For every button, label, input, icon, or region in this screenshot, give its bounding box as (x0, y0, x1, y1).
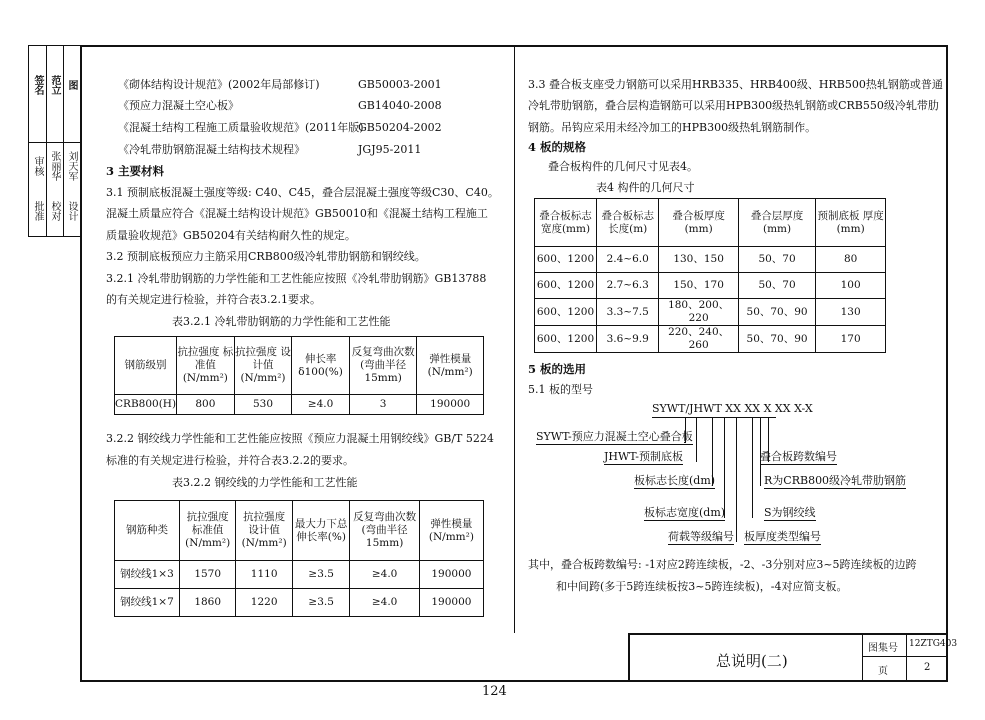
t1-head-3: 伸长率 δ100(%) (292, 337, 350, 395)
t2-head-0: 钢筋种类 (115, 501, 180, 561)
t4-cell: 130、150 (659, 247, 738, 273)
para-3-2-1b: 的有关规定进行检验，并符合表3.2.1要求。 (106, 293, 321, 306)
t4-cell: 50、70 (738, 247, 815, 273)
sidebar-col-1 (29, 46, 47, 236)
t2-head-4: 反复弯曲次数 (弯曲半径 15mm) (350, 501, 419, 561)
t2-cell: 1220 (236, 589, 292, 617)
t4-head-4: 预制底板 厚度(mm) (816, 199, 886, 247)
signature-strip (28, 45, 80, 237)
sidebar-role-approve: 批准 (32, 201, 43, 221)
sidebar-sig-2: 范立 (49, 75, 60, 95)
t4-head-1: 叠合板标志 长度(m) (597, 199, 659, 247)
sidebar-sig-3: 图 (66, 80, 77, 90)
para-3-3a: 3.3 叠合板支座受力钢筋可以采用HRB335、HRB400级、HRB500热轧钢筋或普通 (528, 78, 943, 91)
note-a: 其中，叠合板跨数编号: -1对应2跨连续板，-2、-3分别对应3~5跨连续板的边跨 (528, 558, 917, 571)
t2-cell: 190000 (419, 561, 483, 589)
t1-head-4: 反复弯曲次数 (弯曲半径 15mm) (349, 337, 417, 395)
t4-cell: 2.4~6.0 (597, 247, 659, 273)
title-block (628, 633, 958, 682)
sidebar-name-2: 刘天军 (66, 151, 77, 181)
page-label: 页 (878, 666, 888, 677)
para-3-3c: 钢筋。吊钩应采用未经冷加工的HPB300级热轧钢筋制作。 (528, 121, 817, 134)
para-3-1a: 3.1 预制底板混凝土强度等级: C40、C45，叠合层混凝土强度等级C30、C40。 (106, 186, 499, 199)
t4-cell: 150、170 (659, 273, 738, 299)
t2-head-2: 抗拉强度 设计值 (N/mm²) (236, 501, 292, 561)
t4-head-0: 叠合板标志 宽度(mm) (535, 199, 597, 247)
label-thickness: 板厚度类型编号 (744, 530, 821, 543)
t4-cell: 50、70、90 (738, 326, 815, 353)
t2-cell: ≥3.5 (292, 589, 349, 617)
t4-cell: 130 (816, 299, 886, 326)
t2-cell: ≥4.0 (350, 561, 419, 589)
note-b: 和中间跨(多于5跨连续板按3~5跨连续板)，-4对应简支板。 (556, 580, 848, 593)
t4-cell: 170 (816, 326, 886, 353)
para-3-2-2a: 3.2.2 钢绞线力学性能和工艺性能应按照《预应力混凝土用钢绞线》GB/T 5224 (106, 432, 494, 445)
t4-cell: 600、1200 (535, 273, 597, 299)
t4-cell: 180、200、220 (659, 299, 738, 326)
sidebar-name-1: 张丽华 (49, 151, 60, 181)
t2-cell: 1110 (236, 561, 292, 589)
t4-cell: 600、1200 (535, 326, 597, 353)
ref-4: 《冷轧带肋钢筋混凝土结构技术规程》 (118, 143, 305, 156)
t2-cell: 钢绞线1×3 (115, 561, 180, 589)
t4-head-2: 叠合板厚度 (mm) (659, 199, 738, 247)
t4-cell: 220、240、260 (659, 326, 738, 353)
ref-2-code: GB14040-2008 (358, 99, 442, 112)
t4-cell: 80 (816, 247, 886, 273)
t1-head-2: 抗拉强度 设计值 (N/mm²) (234, 337, 292, 395)
atlas-number: 12ZTG403 (909, 639, 958, 649)
t1-cell: ≥4.0 (292, 395, 350, 415)
table-3-2-1 (114, 336, 484, 415)
drawing-title: 总说明(二) (716, 652, 788, 670)
t4-cell: 100 (816, 273, 886, 299)
t1-cell: 190000 (417, 395, 484, 415)
t4-cell: 2.7~6.3 (597, 273, 659, 299)
para-3-2-2b: 标准的有关规定进行检验，并符合表3.2.2的要求。 (106, 454, 354, 467)
para-3-1b: 混凝土质量应符合《混凝土结构设计规范》GB50010和《混凝土结构工程施工 (106, 207, 488, 220)
t2-cell: 190000 (419, 589, 483, 617)
t4-head-3: 叠合层厚度 (mm) (738, 199, 815, 247)
table-3-2-2-caption: 表3.2.2 钢绞线的力学性能和工艺性能 (172, 476, 358, 489)
t2-cell: 1570 (179, 561, 235, 589)
t1-cell: 800 (177, 395, 235, 415)
page-number: 124 (482, 684, 507, 699)
ref-1: 《砌体结构设计规范》(2002年局部修订) (118, 78, 320, 91)
label-jhwt: JHWT-预制底板 (604, 450, 683, 463)
table-4-caption: 表4 构件的几何尺寸 (596, 181, 695, 194)
t2-cell: ≥3.5 (292, 561, 349, 589)
t1-head-0: 钢筋级别 (115, 337, 177, 395)
atlas-label: 图集号 (868, 643, 898, 654)
label-load: 荷载等级编号 (668, 530, 734, 543)
page-no: 2 (924, 662, 931, 673)
ref-4-code: JGJ95-2011 (358, 143, 422, 156)
t1-cell: CRB800(H) (115, 395, 177, 415)
t2-cell: 钢绞线1×7 (115, 589, 180, 617)
para-4: 叠合板构件的几何尺寸见表4。 (548, 160, 698, 173)
table-3-2-2 (114, 500, 484, 617)
ref-3: 《混凝土结构工程施工质量验收规范》(2011年版) (118, 121, 364, 134)
t1-cell: 530 (234, 395, 292, 415)
t1-head-5: 弹性模量 (N/mm²) (417, 337, 484, 395)
sidebar-role-design: 设计 (66, 201, 77, 221)
sidebar-col-2 (46, 46, 64, 236)
ref-1-code: GB50003-2001 (358, 78, 442, 91)
label-sywt: SYWT-预应力混凝土空心叠合板 (536, 430, 693, 443)
t2-cell: ≥4.0 (350, 589, 419, 617)
column-divider (514, 45, 515, 633)
para-3-2-1a: 3.2.1 冷轧带肋钢筋的力学性能和工艺性能应按照《冷轧带肋钢筋》GB13788 (106, 272, 487, 285)
para-3-2: 3.2 预制底板预应力主筋采用CRB800级冷轧带肋钢筋和钢绞线。 (106, 250, 426, 263)
sidebar-col-3 (63, 46, 81, 236)
t2-cell: 1860 (179, 589, 235, 617)
t1-head-1: 抗拉强度 标准值 (N/mm²) (177, 337, 235, 395)
t2-head-3: 最大力下总 伸长率(%) (292, 501, 349, 561)
table-4 (534, 198, 886, 353)
para-3-1c: 质量验收规范》GB50204有关结构耐久性的规定。 (106, 229, 356, 242)
t4-cell: 3.3~7.5 (597, 299, 659, 326)
para-5-1: 5.1 板的型号 (528, 383, 593, 396)
label-s: S为钢绞线 (764, 506, 816, 519)
t4-cell: 600、1200 (535, 247, 597, 273)
heading-4: 4 板的规格 (528, 140, 587, 154)
t4-cell: 50、70 (738, 273, 815, 299)
ref-2: 《预应力混凝土空心板》 (118, 99, 239, 112)
t2-head-5: 弹性模量 (N/mm²) (419, 501, 483, 561)
label-length: 板标志长度(dm) (634, 474, 716, 487)
t4-cell: 600、1200 (535, 299, 597, 326)
t4-cell: 3.6~9.9 (597, 326, 659, 353)
model-code: SYWT/JHWT XX XX X XX X-X (652, 402, 813, 415)
table-3-2-1-caption: 表3.2.1 冷轧带肋钢筋的力学性能和工艺性能 (172, 315, 391, 328)
sidebar-sig: 签名 (32, 75, 43, 95)
para-3-3b: 冷轧带肋钢筋，叠合层构造钢筋可以采用HPB300级热轧钢筋或CRB550级冷轧带肋 (528, 99, 939, 112)
sidebar-role-review: 审核 (32, 156, 43, 176)
heading-3: 3 主要材料 (106, 164, 165, 178)
heading-5: 5 板的选用 (528, 362, 587, 376)
label-width: 板标志宽度(dm) (644, 506, 726, 519)
label-r: R为CRB800级冷轧带肋钢筋 (764, 474, 907, 487)
t1-cell: 3 (349, 395, 417, 415)
t4-cell: 50、70、90 (738, 299, 815, 326)
sidebar-role-check: 校对 (49, 201, 60, 221)
t2-head-1: 抗拉强度 标准值 (N/mm²) (179, 501, 235, 561)
ref-3-code: GB50204-2002 (358, 121, 442, 134)
label-span: 叠合板跨数编号 (760, 450, 837, 463)
